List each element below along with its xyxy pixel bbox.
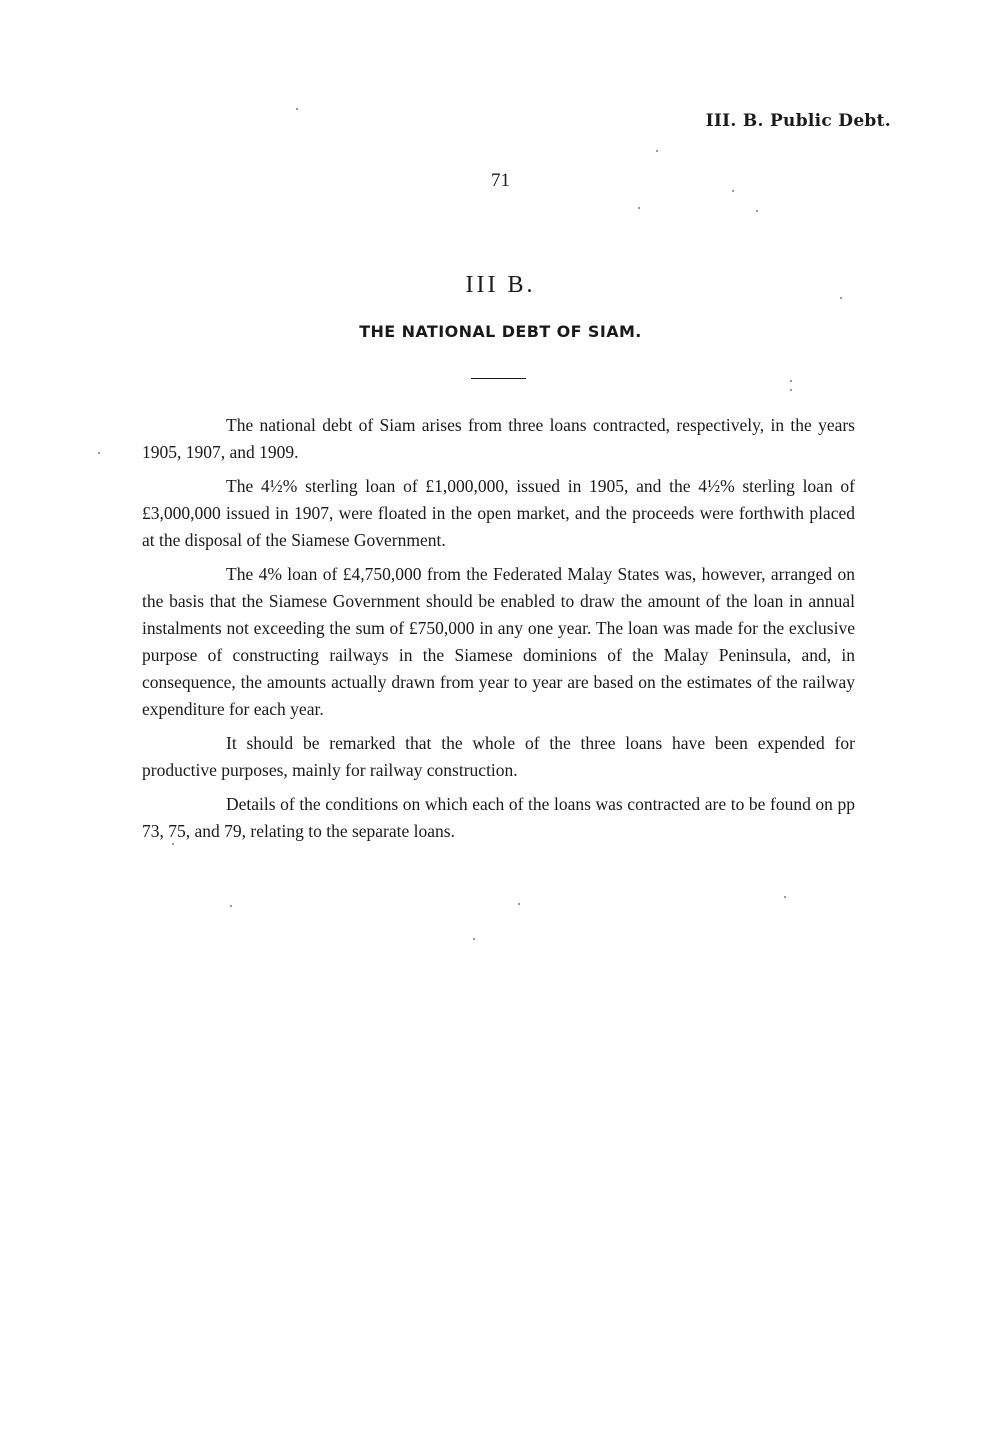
scan-speck [732, 190, 734, 192]
scan-speck [790, 380, 792, 382]
body-text [142, 412, 855, 852]
paragraph-loan-details: Details of the conditions on which each of the loans was contracted are to be found on pp 73, 75, and 79, relating to the separate loans. [142, 794, 855, 841]
section-title: THE NATIONAL DEBT OF SIAM. [359, 322, 642, 341]
running-head: III. B. Public Debt. [705, 111, 891, 131]
scan-speck [230, 905, 232, 907]
scan-speck [518, 903, 520, 905]
paragraph-productive-purposes: It should be remarked that the whole of the three loans have been expended for productive purposes, mainly for railway construction. [142, 733, 855, 780]
scan-speck [98, 452, 100, 454]
scan-speck [840, 297, 842, 299]
section-number: III B. [465, 272, 536, 298]
scan-speck [473, 938, 475, 940]
page-number: 71 [491, 170, 510, 191]
paragraph-debt-origin: The national debt of Siam arises from three loans contracted, respectively, in the years 1905, 1907, and 1909. [142, 415, 855, 462]
scan-speck [296, 108, 298, 110]
scan-speck [790, 389, 792, 391]
scan-speck [172, 843, 174, 845]
scan-speck [656, 150, 658, 152]
title-divider [471, 378, 526, 379]
scan-speck [784, 896, 786, 898]
paragraph-fms-loan: The 4% loan of £4,750,000 from the Federated Malay States was, however, arranged on the basis that the Siamese Government should be enabled to draw the amount of the loan in annual instalments not exceeding the sum of £750,000 in any one year. The loan was made for the exclusive purpose of constructing railways in the Siamese dominions of the Malay Peninsula, and, in consequence, the amounts actually drawn from year to year are based on the estimates of the railway expenditure for each year. [142, 564, 855, 719]
scan-speck [756, 210, 758, 212]
scan-speck [638, 207, 640, 209]
paragraph-sterling-loans: The 4½% sterling loan of £1,000,000, issued in 1905, and the 4½% sterling loan of £3,000,000 issued in 1907, were floated in the open market, and the proceeds were forthwith placed at the disposal of the Siamese Government. [142, 476, 855, 550]
